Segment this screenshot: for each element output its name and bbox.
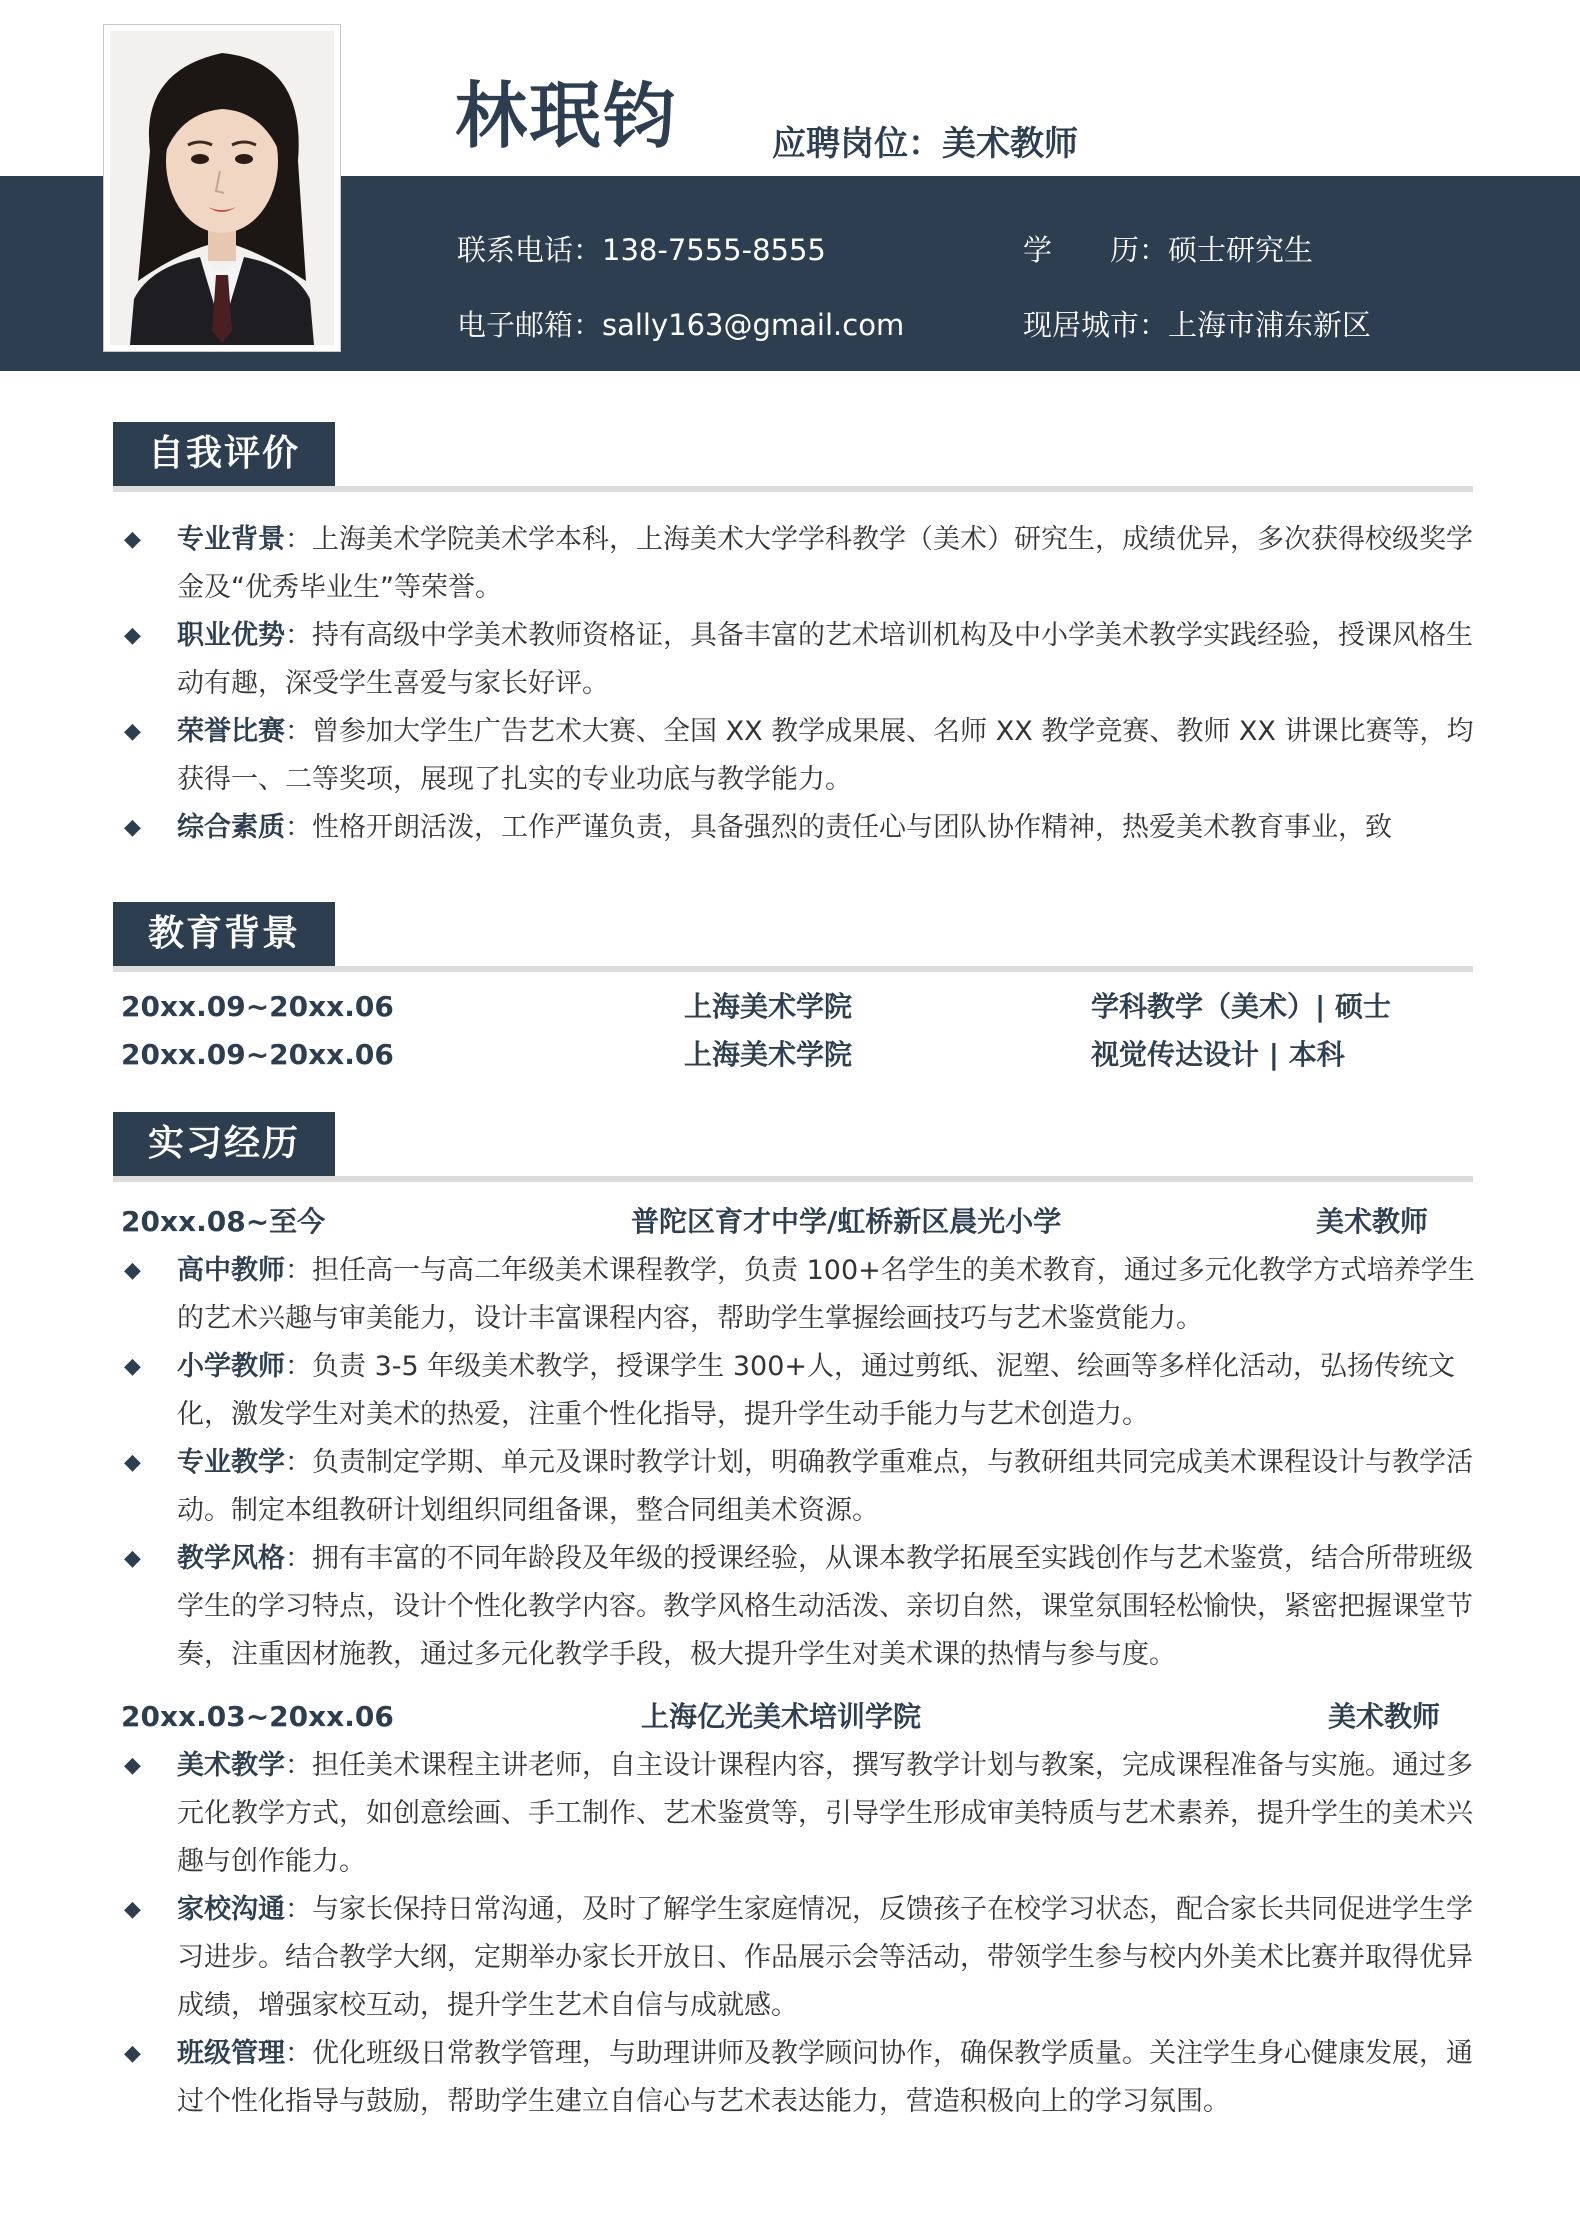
diamond-bullet-icon: ◆ [124, 1753, 141, 1778]
candidate-name: 林珉钧 [455, 74, 678, 158]
education-major: 视觉传达设计 | 本科 [1091, 1038, 1345, 1071]
list-item: ◆ 专业教学：负责制定学期、单元及课时教学计划，明确教学重难点，与教研组共同完成美术课程设计与教学活动。制定本组教研计划组织同组备课，整合同组美术资源。 [120, 1439, 1480, 1535]
job-organization: 上海亿光美术培训学院 [641, 1700, 922, 1733]
diamond-bullet-icon: ◆ [124, 1450, 141, 1475]
job-role: 美术教师 [1316, 1205, 1429, 1238]
section-title: 自我评价 [113, 422, 335, 486]
section-divider [113, 966, 1473, 972]
section-self-evaluation [113, 422, 1473, 488]
job-date: 20xx.03~20xx.06 [121, 1700, 394, 1733]
education-school: 上海美术学院 [684, 990, 853, 1023]
list-item: ◆ 班级管理：优化班级日常教学管理，与助理讲师及教学顾问协作，确保教学质量。关注学生身心健康发展，通过个性化指导与鼓励，帮助学生建立自信心与艺术表达能力，营造积极向上的学习氛围。 [120, 2030, 1480, 2126]
list-item: ◆ 美术教学：担任美术课程主讲老师，自主设计课程内容，撰写教学计划与教案，完成课程准备与实施。通过多元化教学方式，如创意绘画、手工制作、艺术鉴赏等，引导学生形成审美特质与艺术素养，提升学生的美术兴趣与创作能力。 [120, 1742, 1480, 1886]
diamond-bullet-icon: ◆ [124, 1258, 141, 1283]
self-evaluation-list [120, 516, 1480, 852]
diamond-bullet-icon: ◆ [124, 815, 141, 840]
diamond-bullet-icon: ◆ [124, 719, 141, 744]
job-date: 20xx.08~至今 [121, 1205, 326, 1238]
job-organization: 普陀区育才中学/虹桥新区晨光小学 [631, 1205, 1062, 1238]
education-school: 上海美术学院 [684, 1038, 853, 1071]
list-item: ◆ 职业优势：持有高级中学美术教师资格证，具备丰富的艺术培训机构及中小学美术教学实践经验，授课风格生动有趣，深受学生喜爱与家长好评。 [120, 612, 1480, 708]
job-header [121, 1198, 1481, 1246]
diamond-bullet-icon: ◆ [124, 1897, 141, 1922]
section-divider [113, 1176, 1473, 1182]
section-title: 教育背景 [113, 902, 335, 966]
list-item: ◆ 教学风格：拥有丰富的不同年龄段及年级的授课经验，从课本教学拓展至实践创作与艺术鉴赏，结合所带班级学生的学习特点，设计个性化教学内容。教学风格生动活泼、亲切自然，课堂氛围轻松愉快，紧密把握课堂节奏，注重因材施教，通过多元化教学手段，极大提升学生对美术课的热情与参与度。 [120, 1535, 1480, 1679]
applied-position: 应聘岗位：美术教师 [772, 124, 1078, 164]
education-row [121, 1031, 1481, 1079]
portrait-illustration [110, 31, 334, 345]
diamond-bullet-icon: ◆ [124, 527, 141, 552]
section-internship [113, 1112, 1473, 1178]
city-info: 现居城市：上海市浦东新区 [1023, 308, 1372, 342]
job-duties-list [120, 1247, 1480, 1679]
diamond-bullet-icon: ◆ [124, 1546, 141, 1571]
phone-info: 联系电话：138-7555-8555 [457, 233, 826, 267]
job-duties-list [120, 1742, 1480, 2126]
list-item: ◆ 专业背景：上海美术学院美术学本科，上海美术大学学科教学（美术）研究生，成绩优异，多次获得校级奖学金及“优秀毕业生”等荣誉。 [120, 516, 1480, 612]
education-major: 学科教学（美术）| 硕士 [1091, 990, 1391, 1023]
list-item: ◆ 荣誉比赛：曾参加大学生广告艺术大赛、全国 XX 教学成果展、名师 XX 教学竞赛、教师 XX 讲课比赛等，均获得一、二等奖项，展现了扎实的专业功底与教学能力。 [120, 708, 1480, 804]
section-education [113, 902, 1473, 968]
list-item: ◆ 综合素质：性格开朗活泼，工作严谨负责，具备强烈的责任心与团队协作精神，热爱美术教育事业，致 [120, 804, 1480, 852]
list-item: ◆ 高中教师：担任高一与高二年级美术课程教学，负责 100+名学生的美术教育，通过多元化教学方式培养学生的艺术兴趣与审美能力，设计丰富课程内容，帮助学生掌握绘画技巧与艺术鉴赏能力。 [120, 1247, 1480, 1343]
education-row [121, 983, 1481, 1031]
education-date: 20xx.09~20xx.06 [121, 990, 394, 1023]
diamond-bullet-icon: ◆ [124, 1354, 141, 1379]
education-info: 学 历：硕士研究生 [1023, 233, 1314, 267]
list-item: ◆ 家校沟通：与家长保持日常沟通，及时了解学生家庭情况，反馈孩子在校学习状态，配合家长共同促进学生学习进步。结合教学大纲，定期举办家长开放日、作品展示会等活动，带领学生参与校内外美术比赛并取得优异成绩，增强家校互动，提升学生艺术自信与成就感。 [120, 1886, 1480, 2030]
job-header [121, 1693, 1481, 1741]
section-title: 实习经历 [113, 1112, 335, 1176]
education-date: 20xx.09~20xx.06 [121, 1038, 394, 1071]
list-item: ◆ 小学教师：负责 3-5 年级美术教学，授课学生 300+人，通过剪纸、泥塑、绘画等多样化活动，弘扬传统文化，激发学生对美术的热爱，注重个性化指导，提升学生动手能力与艺术创造力。 [120, 1343, 1480, 1439]
diamond-bullet-icon: ◆ [124, 623, 141, 648]
job-role: 美术教师 [1328, 1700, 1441, 1733]
profile-photo [103, 24, 341, 352]
email-info: 电子邮箱：sally163@gmail.com [457, 308, 905, 342]
diamond-bullet-icon: ◆ [124, 2041, 141, 2066]
section-divider [113, 486, 1473, 492]
